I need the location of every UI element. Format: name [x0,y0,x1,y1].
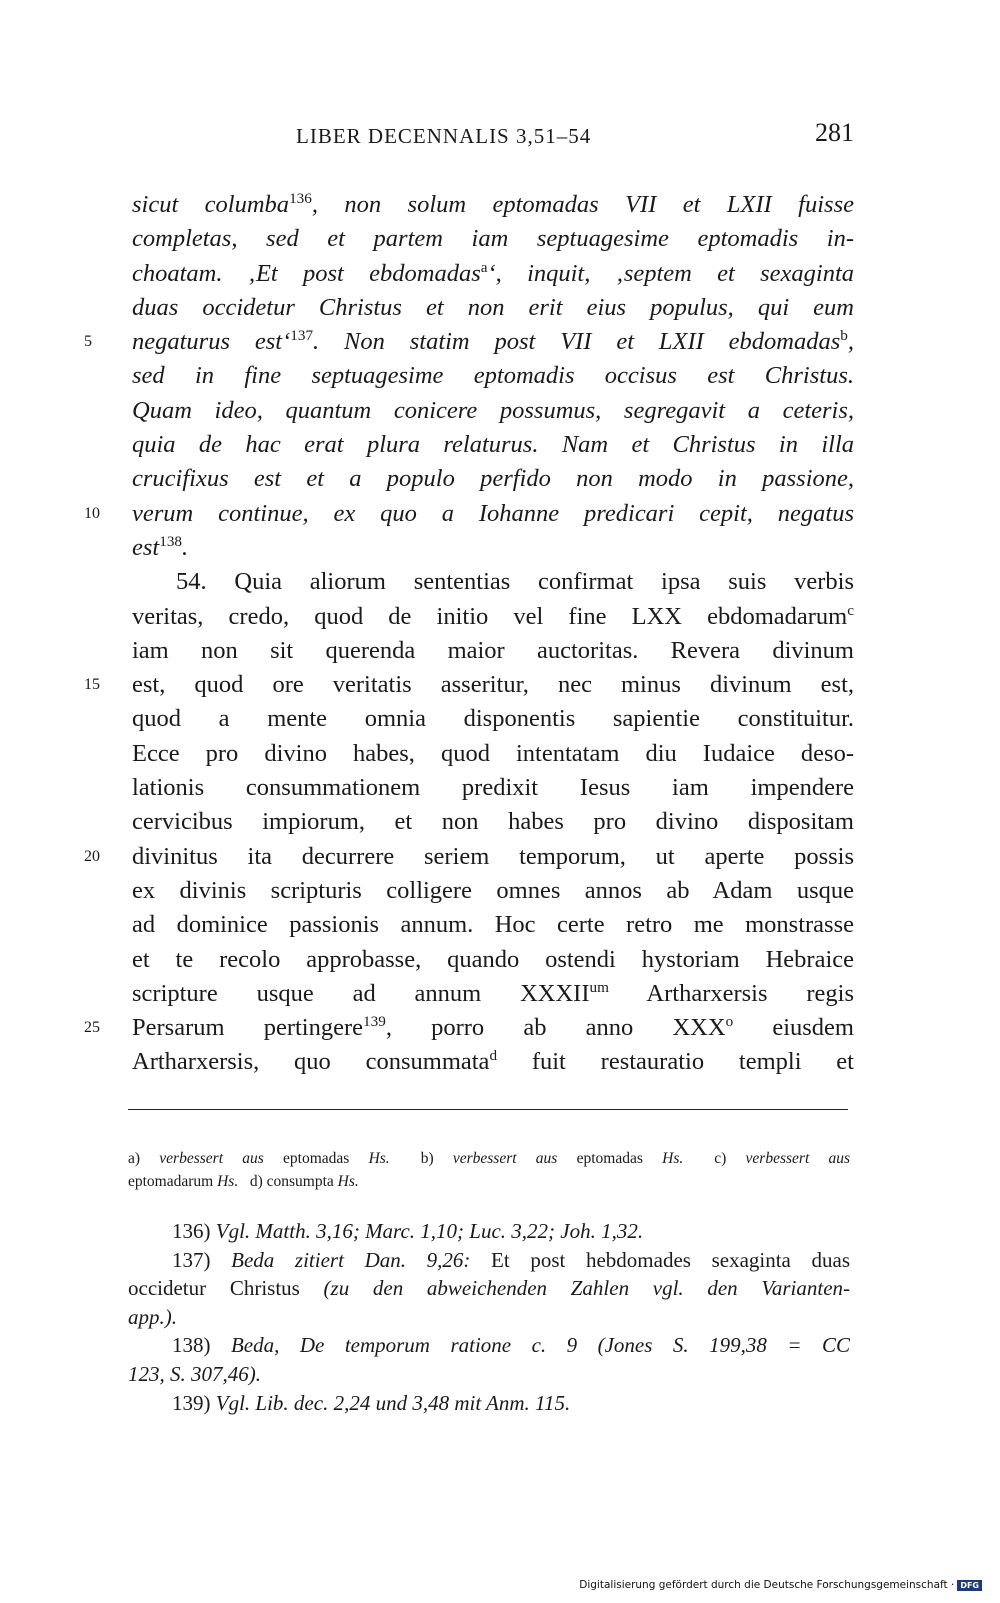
footnote-136: 136) Vgl. Matth. 3,16; Marc. 1,10; Luc. 3,22; Joh. 1,32. [172,1219,644,1243]
line-number: 20 [84,847,100,865]
text-line: Artharxersis, quo consummata$^d$ fuit restauratio templi et [132,1047,854,1076]
text-line: 25 Persarum pertingere$^{139}$, porro ab anno XXX$^o$ eiusdem [132,1011,854,1045]
apparatus-line: eptomadarum Hs. d) consumpta Hs. [128,1173,359,1190]
apparatus-line: a) verbessert aus eptomadas Hs. b) verbessert aus eptomadas Hs. c) verbessert aus [128,1150,851,1167]
main-text [84,188,855,1080]
page-header [132,118,854,158]
footnotes [128,1217,850,1417]
digitization-credit [579,1579,982,1591]
text-line: ex divinis scripturis colligere omnes annos ab Adam usque [132,876,854,904]
text-line: Ecce pro divino habes, quod intentatam diu Iudaice deso- [132,739,854,767]
text-line: Quam ideo, quantum conicere possumus, segregavit a ceteris, [132,396,854,424]
line-number: 25 [84,1019,100,1037]
text-line: quod a mente omnia disponentis sapientie constituitur. [132,705,854,733]
dfg-logo: DFG [957,1580,982,1591]
footnote-137-cont: occidetur Christus (zu den abweichenden Zahlen vgl. den Varianten- [128,1276,851,1301]
text-line: choatam. ‚Et post ebdomadas$^a$‘, inquit, ‚septem et sexaginta [132,258,855,287]
footnote-138: 138) Beda, De temporum ratione c. 9 (Jones S. 199,38 = CC [172,1333,850,1358]
critical-apparatus [128,1147,850,1193]
footnote-ref: 136 [289,189,312,207]
page-number: 281 [815,118,854,147]
apparatus-ref: b [840,327,848,345]
text-line: duas occidetur Christus et non erit eius populus, qui eum [132,293,854,321]
text-line: veritas, credo, quod de initio vel fine LXX ebdomadarum$^c$ [132,601,854,630]
text-line: iam non sit querenda maior auctoritas. Revera divinum [132,636,854,664]
text-line: 15 est, quod ore veritatis asseritur, nec minus divinum est, [132,668,854,702]
text-line: et te recolo approbasse, quando ostendi hystoriam Hebraice [132,945,854,973]
line-number: 15 [84,676,100,694]
text-line: sed in fine septuagesime eptomadis occisus est Christus. [132,362,854,390]
text-line: ad dominice passionis annum. Hoc certe retro me monstrasse [132,911,854,939]
text-line: quia de hac erat plura relaturus. Nam et Christus in illa [132,431,854,459]
running-title: LIBER DECENNALIS 3,51–54 [296,124,592,148]
footnote-divider [128,1109,848,1110]
apparatus-ref: c [847,601,854,619]
text-line: cervicibus impiorum, et non habes pro divino dispositam [132,808,854,836]
text-line: crucifixus est et a populo perfido non modo in passione, [132,465,854,493]
text-line: lationis consummationem predixit Iesus iam impendere [132,774,854,802]
text-line: 5 negaturus est‘$^{137}$. Non statim post VII et LXII ebdomadas$^b$, [132,325,854,359]
footnote-139: 139) Vgl. Lib. dec. 2,24 und 3,48 mit Anm. 115. [172,1390,571,1415]
apparatus-ref: d [489,1047,498,1065]
text-line: 10 verum continue, ex quo a Iohanne predicari cepit, negatus [132,497,854,531]
footnote-ref: 137 [290,327,314,345]
credit-text: Digitalisierung gefördert durch die Deutsche Forschungsgemeinschaft · [579,1579,955,1591]
text-line: scripture usque ad annum $XXXII^{um}$ Artharxersis regis [132,978,855,1007]
footnote-ref: 139 [363,1012,386,1030]
apparatus-ref: a [480,258,488,276]
text-line: 20 divinitus ita decurrere seriem temporum, ut aperte possis [132,840,854,874]
footnote-137: 137) Beda zitiert Dan. 9,26: Et post hebdomades sexaginta duas [172,1247,851,1272]
line-number: 10 [84,504,100,522]
footnote-ref: 138 [159,532,182,550]
footnote-138-cont: 123, S. 307,46). [128,1361,261,1386]
text-line: est$^{138}$. [132,532,189,561]
paragraph-start: 54. Quia aliorum sententias confirmat ipsa suis verbis [176,568,854,596]
text-line: completas, sed et partem iam septuagesime eptomadis in- [132,225,854,253]
text-line: sicut columba$^{136}$, non solum eptomadas VII et LXII fuisse [132,189,854,218]
line-number: 5 [84,333,92,351]
footnote-137-cont: app.). [128,1304,177,1329]
